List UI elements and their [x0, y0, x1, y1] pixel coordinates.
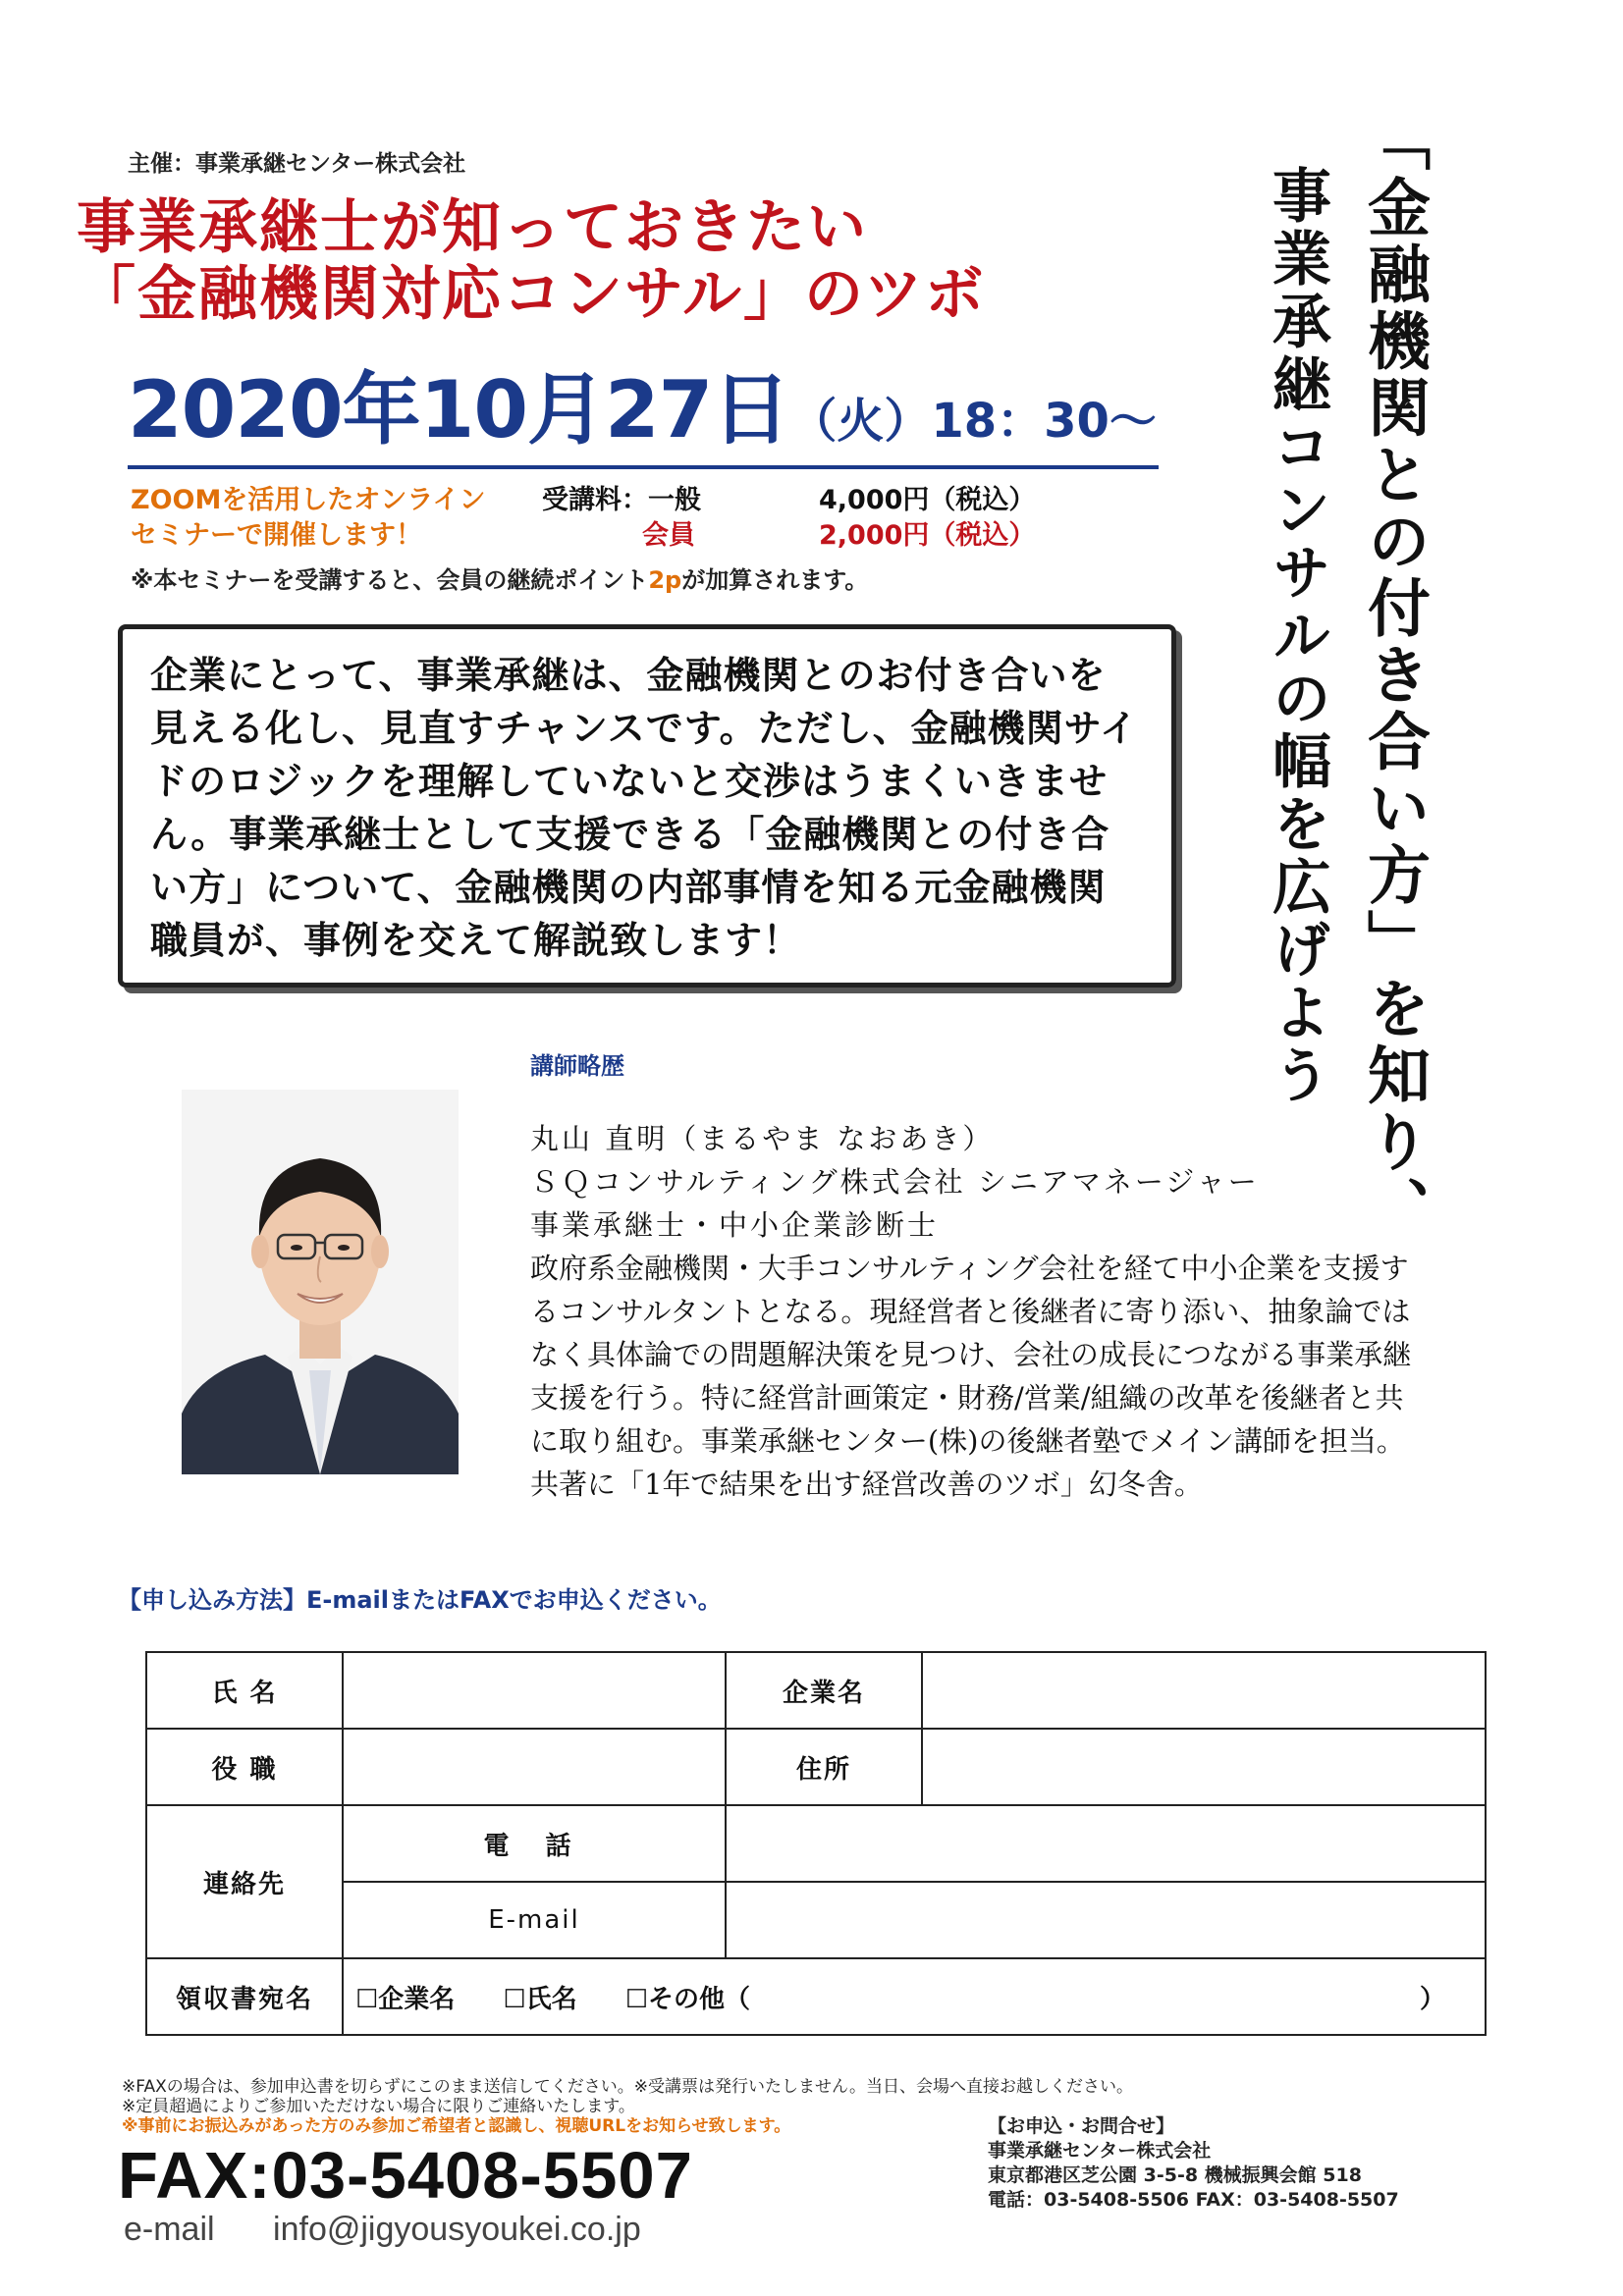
receipt-option-company[interactable]: ☐企業名: [355, 1984, 456, 2014]
email-address[interactable]: info@jigyousyoukei.co.jp: [273, 2211, 641, 2248]
form-row-email: [146, 1882, 1486, 1958]
online-line-2: セミナーで開催します！: [131, 520, 422, 551]
phone-label: 電 話: [343, 1805, 726, 1882]
address-label: 住所: [726, 1729, 922, 1805]
application-method: 【申し込み方法】E-mailまたはFAXでお申込ください。: [118, 1586, 722, 1614]
vertical-headline-1: 「金融機関との付き合い方」を知り、: [1357, 108, 1430, 1243]
speaker-photo: [182, 1090, 459, 1474]
point-value: 2p: [648, 566, 682, 594]
vertical-headline-2: 事業承継コンサルの幅を広げよう: [1263, 165, 1331, 1107]
fee-block: [542, 483, 1035, 554]
email-label: E-mail: [343, 1882, 726, 1958]
bio-line: るコンサルタントとなる。現経営者と後継者に寄り添い、抽象論では: [530, 1295, 1411, 1328]
title-line-2: 「金融機関対応コンサル」のツボ: [77, 260, 986, 329]
fee-general-value: 4,000円（税込）: [819, 485, 1036, 515]
fee-general-row: [542, 483, 1035, 518]
footnotes: [122, 2077, 1133, 2136]
title-field[interactable]: [343, 1729, 726, 1805]
fee-member-label: 会員: [642, 520, 695, 551]
fee-member-row: [542, 518, 1035, 554]
seminar-title: [77, 194, 986, 328]
receipt-option-other[interactable]: ☐その他（: [624, 1984, 751, 2014]
name-field[interactable]: [343, 1652, 726, 1729]
bio-line: 政府系金融機関・大手コンサルティング会社を経て中小企業を支援す: [530, 1252, 1409, 1285]
bio-line: 支援を行う。特に経営計画策定・財務/営業/組織の改革を後継者と共: [530, 1381, 1404, 1415]
receipt-option-name[interactable]: ☐氏名: [503, 1984, 577, 2014]
contact-label: 連絡先: [146, 1805, 343, 1958]
phone-field[interactable]: [726, 1805, 1486, 1882]
contact-address: 東京都港区芝公園 3-5-8 機械振興会館 518: [988, 2164, 1362, 2186]
speaker-portrait-image: [182, 1090, 459, 1474]
receipt-option-close: ）: [1419, 1984, 1445, 2014]
form-row-title: [146, 1729, 1486, 1805]
contact-phone: 電話：03-5408-5506 FAX：03-5408-5507: [988, 2189, 1399, 2211]
email-label-text: e-mail: [124, 2211, 215, 2248]
speaker-bio: [530, 1117, 1473, 1506]
fee-member-value: 2,000円（税込）: [819, 520, 1036, 551]
fee-general-label: 受講料：一般: [542, 485, 701, 515]
event-weekday: （火）: [789, 394, 932, 449]
online-line-1: ZOOMを活用したオンライン: [131, 485, 486, 515]
point-note-tail: が加算されます。: [681, 566, 869, 594]
contact-company: 事業承継センター株式会社: [988, 2140, 1212, 2162]
form-row-phone: [146, 1805, 1486, 1882]
fax-number: FAX:03-5408-5507: [118, 2139, 693, 2213]
intro-text: 企業にとって、事業承継は、金融機関とのお付き合いを見える化し、見直すチャンスです。ただし、金融機関サイドのロジックを理解していないと交渉はうまくいきません。事業承継士として支援できる「金融機関との付き合い方」について、金融機関の内部事情を知る元金融機関職員が、事例を交えて解説致します！: [150, 654, 1139, 962]
form-row-receipt: [146, 1958, 1486, 2035]
receipt-label: 領収書宛名: [146, 1958, 343, 2035]
form-row-name: [146, 1652, 1486, 1729]
point-note: [131, 561, 868, 595]
email-contact: [124, 2211, 641, 2249]
point-note-text: ※本セミナーを受講すると、会員の継続ポイント: [131, 566, 649, 594]
event-date: 2020年10月27日: [128, 364, 790, 455]
date-line: [128, 361, 1159, 469]
speaker-qualification: 事業承継士・中小企業診断士: [530, 1208, 940, 1242]
footnote-payment: ※事前にお振込みがあった方のみ参加ご希望者と認識し、視聴URLをお知らせ致します。: [122, 2116, 791, 2136]
address-field[interactable]: [922, 1729, 1486, 1805]
application-form: [145, 1651, 1487, 2036]
title-line-1: 事業承継士が知っておきたい: [77, 193, 868, 262]
bio-line: なく具体論での問題解決策を見つけ、会社の成長につながる事業承継: [530, 1338, 1412, 1371]
contact-info: [988, 2114, 1399, 2213]
footnote-capacity: ※定員超過によりご参加いただけない場合に限りご連絡いたします。: [122, 2097, 635, 2116]
company-label: 企業名: [726, 1652, 922, 1729]
speaker-company: ＳＱコンサルティング株式会社 シニアマネージャー: [530, 1165, 1260, 1199]
bio-line: 共著に「1年で結果を出す経営改善のツボ」幻冬舎。: [530, 1468, 1203, 1501]
online-notice: [131, 483, 486, 554]
intro-box: [118, 624, 1176, 988]
organizer: 主催：事業承継センター株式会社: [128, 151, 466, 177]
footnote-fax: ※FAXの場合は、参加申込書を切らずにこのまま送信してください。※受講票は発行いたしません。当日、会場へ直接お越しください。: [122, 2077, 1133, 2097]
profile-heading: 講師略歴: [530, 1052, 624, 1080]
company-field[interactable]: [922, 1652, 1486, 1729]
event-time: 18：30～: [931, 394, 1157, 449]
name-label: 氏 名: [146, 1652, 343, 1729]
title-label: 役 職: [146, 1729, 343, 1805]
receipt-options: [343, 1958, 1486, 2035]
bio-line: に取り組む。事業承継センター(株)の後継者塾でメイン講師を担当。: [530, 1424, 1405, 1458]
speaker-name: 丸山 直明（まるやま なおあき）: [530, 1122, 995, 1155]
email-field[interactable]: [726, 1882, 1486, 1958]
contact-heading: 【お申込・お問合せ】: [988, 2115, 1175, 2137]
